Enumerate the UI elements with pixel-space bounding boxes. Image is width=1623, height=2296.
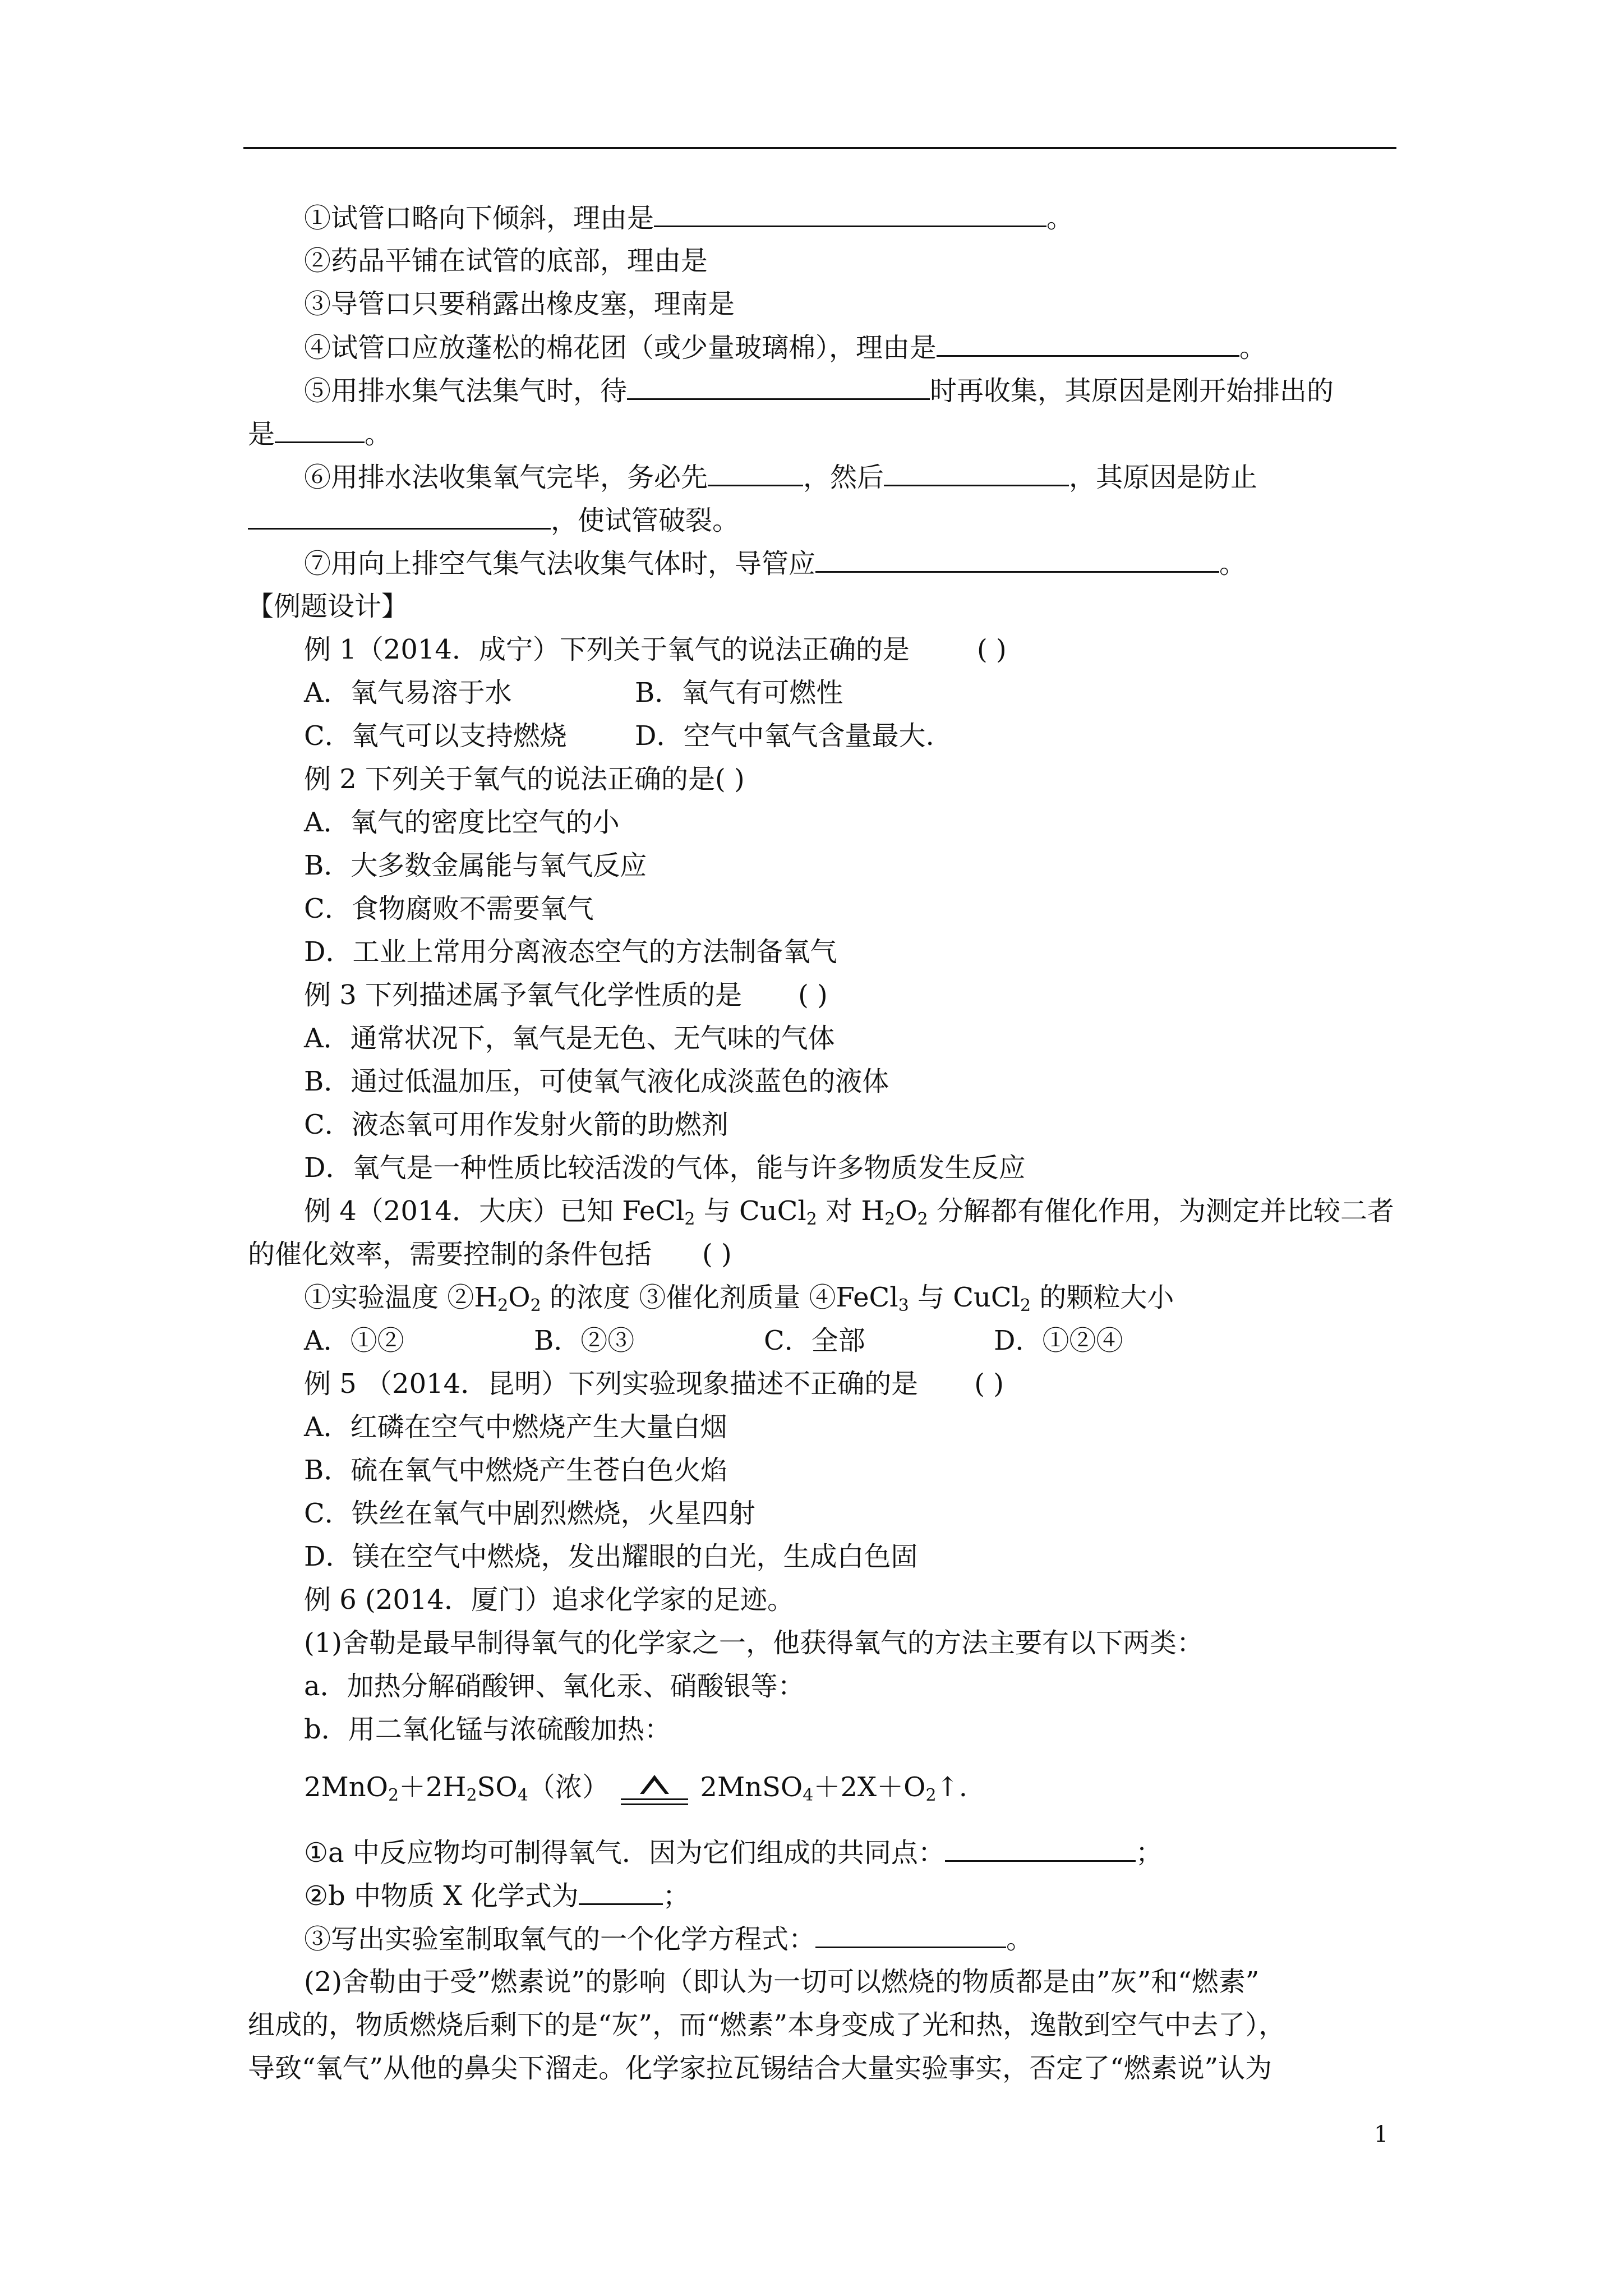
option-d: D．镁在空气中燃烧，发出耀眼的白光，生成白色固	[304, 1541, 918, 1572]
subscript: 3	[898, 1296, 909, 1315]
example-6-qb: b．用二氧化锰与浓硫酸加热：	[304, 1714, 671, 1745]
text: 例 4（2014．大庆）已知 FeCl	[304, 1195, 685, 1227]
example-1-options-ab	[248, 671, 1403, 715]
option-d: D．空气中氧气含量最大.	[635, 720, 934, 752]
text: O	[895, 1195, 917, 1227]
point-2-text: ②药品平铺在试管的底部，理由是	[304, 245, 708, 277]
text: 2MnO	[304, 1772, 388, 1803]
subscript: 4	[803, 1786, 814, 1805]
text: 与 CuCl	[909, 1282, 1020, 1313]
header-rule	[243, 147, 1396, 149]
point-6-text-a: ⑥用排水法收集氧气完毕，务必先	[304, 462, 708, 493]
text: 的浓度 ③催化剂质量 ④FeCl	[541, 1282, 898, 1313]
option-c: C．食物腐败不需要氧气	[304, 893, 594, 924]
answer-blank	[627, 369, 930, 400]
text: 的颗粒大小	[1031, 1282, 1174, 1313]
page-number: 1	[1374, 2122, 1389, 2147]
subscript: 2	[497, 1296, 509, 1315]
point-3-text: ③导管口只要稍露出橡皮塞，理南是	[304, 288, 735, 320]
point-5-text-a: ⑤用排水集气法集气时，待	[304, 375, 628, 407]
option-b: B．硫在氧气中燃烧产生苍白色火焰	[304, 1455, 728, 1486]
option-a: A．通常状况下，氧气是无色、无气味的气体	[304, 1023, 835, 1054]
answer-paren: ( )	[974, 1368, 1004, 1400]
answer-blank	[937, 326, 1239, 357]
text: 2MnSO	[700, 1772, 803, 1803]
example-4-stem-cont	[248, 1233, 1403, 1276]
answer-blank	[945, 1831, 1136, 1862]
option-a: A．①②	[304, 1325, 404, 1356]
answer-paren: ( )	[798, 979, 828, 1011]
option-b: B．氧气有可燃性	[635, 677, 843, 708]
example-2-stem: 例 2 下列关于氧气的说法正确的是( )	[304, 763, 745, 795]
example-6-q2: (2)舍勒由于受”燃素说”的影响（即认为一切可以燃烧的物质都是由”灰”和“燃素”	[304, 1966, 1260, 1998]
text: ①实验温度 ②H	[304, 1282, 498, 1313]
point-3	[248, 283, 1403, 326]
text: （浓）	[528, 1772, 609, 1803]
option-c: C．液态氧可用作发射火箭的助燃剂	[304, 1109, 728, 1140]
point-6-text-d: ，使试管破裂。	[551, 505, 740, 536]
document-body	[248, 196, 1403, 2090]
option-b: B．大多数金属能与氧气反应	[304, 850, 647, 881]
point-4-text: ④试管口应放蓬松的棉花团（或少量玻璃棉），理由是	[304, 332, 937, 364]
example-3-text: 例 3 下列描述属予氧气化学性质的是	[304, 979, 743, 1011]
text: ②b 中物质 X 化学式为	[304, 1880, 579, 1912]
punct: 。	[1006, 1924, 1034, 1955]
option-c: C．全部	[764, 1325, 865, 1356]
example-4-stem	[248, 1190, 1403, 1233]
subscript: 2	[884, 1209, 896, 1229]
point-6-text-c: ，其原因是防止	[1069, 462, 1258, 493]
example-6-q2-cont: 导致“氧气”从他的鼻尖下溜走。化学家拉瓦锡结合大量实验事实，否定了“燃素说”认为	[248, 2053, 1272, 2084]
point-5-text-c: 是	[248, 418, 275, 450]
example-5-stem	[248, 1363, 1403, 1406]
answer-blank	[815, 1917, 1006, 1948]
text: 分解都有催化作用，为测定并比较二者	[928, 1195, 1395, 1227]
text: SO	[477, 1772, 518, 1803]
punct: 。	[1239, 332, 1267, 364]
subscript: 2	[1020, 1296, 1031, 1315]
text: O	[508, 1282, 531, 1313]
subscript: 2	[806, 1209, 817, 1229]
option-a: A．氧气的密度比空气的小	[304, 807, 620, 838]
subscript: 4	[517, 1786, 528, 1805]
answer-blank	[708, 455, 803, 486]
option-c: C．铁丝在氧气中剧烈燃烧，火星四射	[304, 1498, 755, 1529]
example-4-options	[248, 1319, 1403, 1363]
answer-blank	[815, 542, 1219, 573]
text: 与 CuCl	[695, 1195, 806, 1227]
example-1-text: 例 1（2014．成宁）下列关于氧气的说法正确的是	[304, 634, 910, 665]
example-1-stem	[248, 628, 1403, 671]
point-2	[248, 240, 1403, 283]
point-1	[248, 196, 1403, 240]
point-7-text: ⑦用向上排空气集气法收集气体时，导管应	[304, 548, 816, 579]
punct: ；	[662, 1880, 690, 1912]
example-6-s3	[248, 1917, 1403, 1961]
option-b: B．通过低温加压，可使氧气液化成淡蓝色的液体	[304, 1066, 889, 1097]
option-a: A．红磷在空气中燃烧产生大量白烟	[304, 1411, 727, 1443]
subscript: 2	[917, 1209, 928, 1229]
point-6-cont	[248, 499, 1403, 542]
answer-blank	[654, 196, 1046, 227]
subscript: 2	[925, 1786, 937, 1805]
point-1-text: ①试管口略向下倾斜，理由是	[304, 203, 654, 234]
punct: 。	[365, 418, 392, 450]
text: 的催化效率，需要控制的条件包括	[248, 1239, 652, 1270]
subscript: 2	[466, 1786, 477, 1805]
answer-paren: ( )	[976, 634, 1007, 665]
example-6-q1: (1)舍勒是最早制得氧气的化学家之一，他获得氧气的方法主要有以下两类：	[304, 1627, 1204, 1659]
answer-blank	[275, 412, 365, 443]
option-a: A．氧气易溶于水	[304, 677, 512, 708]
point-7	[248, 542, 1403, 585]
point-5-cont	[248, 412, 1403, 455]
option-b: B．②③	[534, 1325, 635, 1356]
text: ①a 中反应物均可制得氧气．因为它们组成的共同点：	[304, 1837, 945, 1869]
example-1-options-cd	[248, 715, 1403, 758]
example-6-s1	[248, 1831, 1403, 1874]
example-5-text: 例 5 （2014．昆明）下列实验现象描述不正确的是	[304, 1368, 919, 1400]
subscript: 2	[684, 1209, 695, 1229]
point-6	[248, 455, 1403, 499]
option-d: D．氧气是一种性质比较活泼的气体，能与许多物质发生反应	[304, 1152, 1026, 1184]
subscript: 2	[530, 1296, 541, 1315]
example-6-q2-cont: 组成的，物质燃烧后剩下的是“灰”，而“燃素”本身变成了光和热，逸散到空气中去了），	[248, 2009, 1286, 2041]
example-6-qa: a．加热分解硝酸钾、氧化汞、硝酸银等：	[304, 1671, 805, 1702]
answer-blank	[884, 455, 1069, 486]
punct: ；	[1135, 1837, 1163, 1869]
chemical-equation	[248, 1759, 1403, 1815]
point-6-text-b: ，然后	[803, 462, 884, 493]
heating-symbol	[621, 1773, 688, 1806]
option-c: C．氧气可以支持燃烧	[304, 720, 567, 752]
answer-blank	[248, 499, 551, 530]
example-4-conditions	[248, 1276, 1403, 1319]
point-5	[248, 369, 1403, 412]
text: 对 H	[817, 1195, 885, 1227]
option-d: D．工业上常用分离液态空气的方法制备氧气	[304, 936, 837, 968]
point-5-text-b: 时再收集，其原因是刚开始排出的	[930, 375, 1334, 407]
subscript: 2	[388, 1786, 399, 1805]
text: ＋2H	[399, 1772, 467, 1803]
punct: 。	[1219, 548, 1247, 579]
section-title: 【例题设计】	[247, 591, 409, 622]
option-d: D．①②④	[994, 1325, 1123, 1356]
answer-blank	[579, 1874, 663, 1905]
text: ③写出实验室制取氧气的一个化学方程式：	[304, 1924, 816, 1955]
punct: 。	[1046, 203, 1074, 234]
text: ＋2X＋O	[813, 1772, 926, 1803]
text: ↑.	[936, 1772, 968, 1803]
example-6-stem: 例 6 (2014．厦门）追求化学家的足迹。	[304, 1584, 794, 1616]
example-6-s2	[248, 1874, 1403, 1917]
answer-paren: ( )	[702, 1239, 732, 1270]
example-3-stem	[248, 974, 1403, 1017]
point-4	[248, 326, 1403, 369]
